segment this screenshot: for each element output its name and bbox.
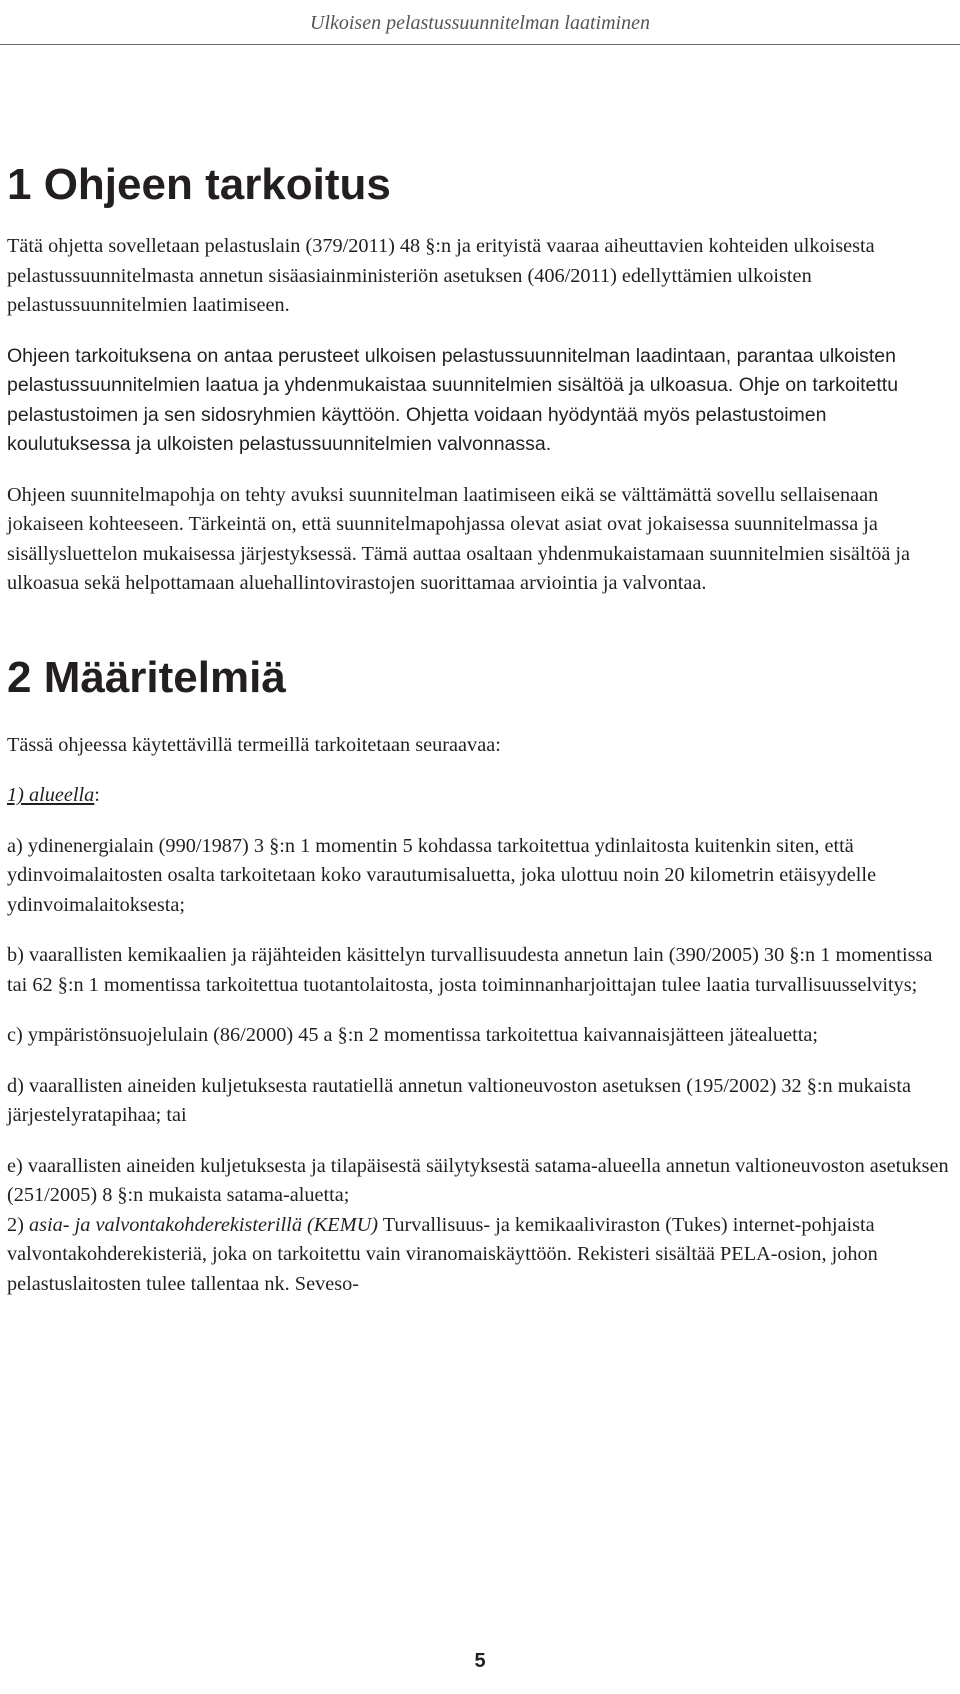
definition-1-colon: : [94,784,100,806]
running-header [0,0,960,45]
page-number: 5 [474,1650,486,1672]
definition-1-term [7,781,953,811]
definition-1-item-c: c) ympäristönsuojelulain (86/2000) 45 a §:n 2 momentissa tarkoitettua kaivannaisjätteen jätealuetta; [7,1024,819,1046]
section-1-heading: 1 Ohjeen tarkoitus [7,160,391,209]
section-2-heading: 2 Määritelmiä [7,652,286,702]
page-content [7,158,953,1320]
definition-1-label: 1) alueella [7,784,95,806]
definition-2 [7,1211,953,1300]
section-1-paragraph-3: Ohjeen suunnitelmapohja on tehty avuksi suunnitelman laatimiseen eikä se välttämättä sovellu sellaisenaan jokaiseen kohteeseen. Tärkeintä on, että suunnitelmapohjassa olevat asiat ovat jokaisessa suunnitelmassa ja sisällysluettelon mukaisessa järjestyksessä. Tämä auttaa osaltaan yhdenmukaistamaan suunnitelmien sisältöä ja ulkoasua sekä helpottamaan aluehallintovirastojen suorittamaa arviointia ja valvontaa. [7,483,911,594]
running-title: Ulkoisen pelastussuunnitelman laatiminen [310,12,650,34]
definition-1-item-a: a) ydinenergialain (990/1987) 3 §:n 1 momentin 5 kohdassa tarkoitettua ydinlaitosta kuitenkin siten, että ydinvoimalaitosten osalta tarkoitetaan koko varautumisaluetta, joka ulottuu noin 20 kilometrin etäisyydelle ydinvoimalaitoksesta; [7,834,877,916]
definition-2-text: Turvallisuus- ja kemikaaliviraston (Tukes) internet-pohjaista valvontakohderekisteriä, joka on tarkoitettu vain viranomaiskäyttöön. Rekisteri sisältää PELA-osion, johon pelastuslaitosten tulee tallentaa nk. Seveso- [7,1213,878,1295]
definition-1-item-d: d) vaarallisten aineiden kuljetuksesta rautatiellä annetun valtioneuvoston asetuksen (195/2002) 32 §:n mukaista järjestelyratapihaa; tai [7,1074,911,1126]
definition-1-item-b: b) vaarallisten kemikaalien ja räjähteiden käsittelyn turvallisuudesta annetun lain (390/2005) 30 §:n 1 momentissa tai 62 §:n 1 momentissa tarkoitettua tuotantolaitosta, josta toiminnanharjoittajan tulee laatia turvallisuusselvitys; [7,944,933,996]
section-1-paragraph-1: Tätä ohjetta sovelletaan pelastuslain (379/2011) 48 §:n ja erityistä vaaraa aiheuttavien kohteiden ulkoisesta pelastussuunnitelmasta annetun sisäasiainministeriön asetuksen (406/2011) edellyttämien ulkoisten pelastussuunnitelmien laatimiseen. [7,235,875,316]
section-1-paragraph-2: Ohjeen tarkoituksena on antaa perusteet ulkoisen pelastussuunnitelman laadintaan, parantaa ulkoisten pelastussuunnitelmien laatua ja yhdenmukaistaa suunnitelmien sisältöä ja ulkoasua. Ohje on tarkoitettu pelastustoimen ja sen sidosryhmien käyttöön. Ohjetta voidaan hyödyntää myös pelastustoimen koulutuksessa ja ulkoisten pelastussuunnitelmien valvonnassa. [7,344,899,455]
definitions-intro: Tässä ohjeessa käytettävillä termeillä tarkoitetaan seuraavaa: [7,733,501,756]
definition-2-term: asia- ja valvontakohderekisterillä (KEMU) [28,1213,378,1236]
definition-2-prefix: 2) [7,1213,29,1236]
definition-1-item-e: e) vaarallisten aineiden kuljetuksesta ja tilapäisestä säilytyksestä satama-alueella annetun valtioneuvoston asetuksen (251/2005) 8 §:n mukaista satama-aluetta; [7,1154,949,1206]
